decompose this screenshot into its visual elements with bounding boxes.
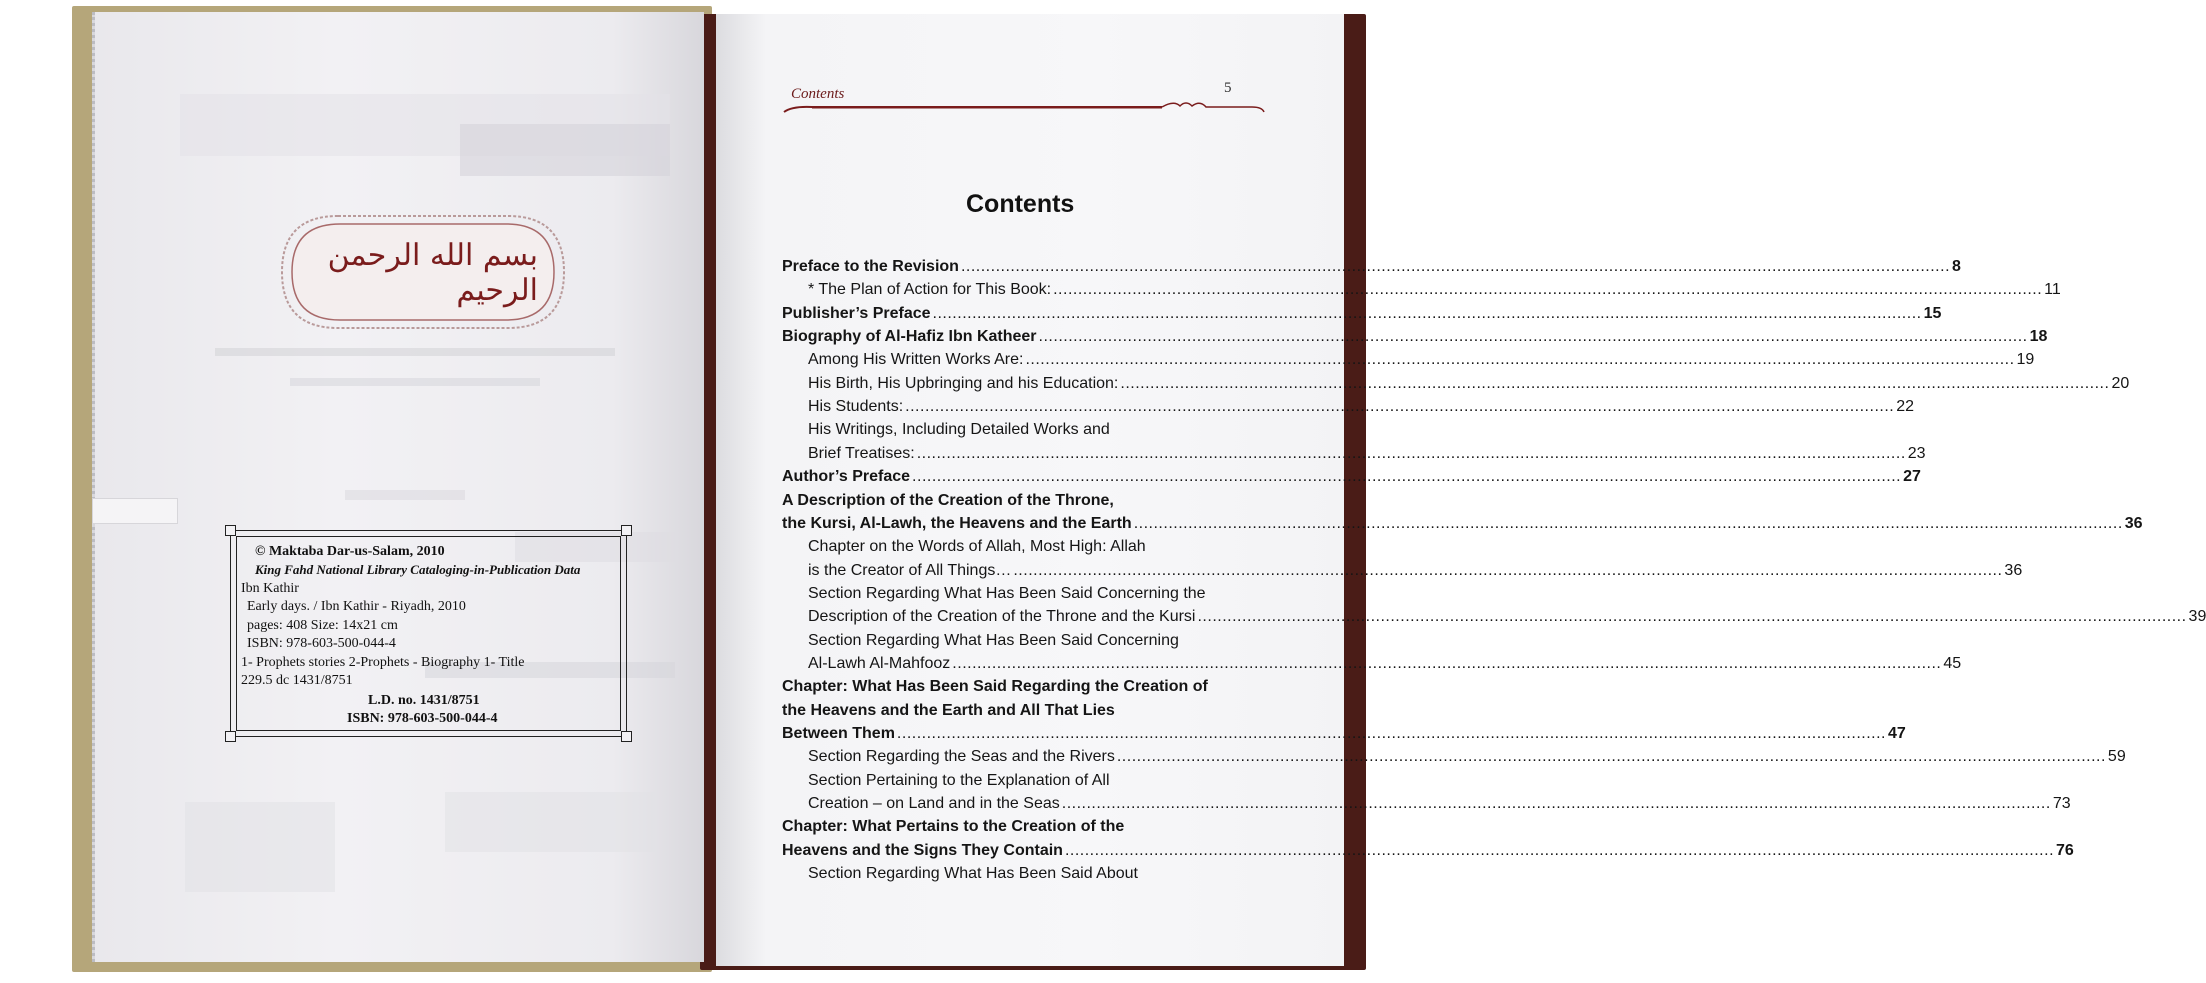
toc-entry-page: 73 bbox=[2052, 795, 2071, 812]
toc-entry-title: Preface to the Revision bbox=[782, 258, 959, 275]
corner-ornament bbox=[621, 731, 632, 742]
toc-entry bbox=[808, 398, 1915, 420]
toc-leader-dots: ........................................................................................................................................................................................................ bbox=[952, 655, 1942, 672]
toc-entry-title: A Description of the Creation of the Throne, bbox=[782, 492, 1114, 509]
toc-entry bbox=[808, 772, 1110, 794]
toc-entry-page: 11 bbox=[2044, 281, 2061, 298]
toc-entry-title: Description of the Creation of the Throne and the Kursi bbox=[808, 608, 1196, 625]
toc-leader-dots: ........................................................................................................................................................................................................ bbox=[1013, 562, 2003, 579]
toc-entry bbox=[782, 305, 1942, 327]
corner-ornament bbox=[225, 525, 236, 536]
toc-entry-page: 45 bbox=[1943, 655, 1962, 672]
toc-entry-title: the Kursi, Al-Lawh, the Heavens and the Earth bbox=[782, 515, 1132, 532]
toc-entry-page: 18 bbox=[2029, 328, 2048, 345]
toc-leader-dots: ........................................................................................................................................................................................................ bbox=[960, 258, 1951, 275]
legal-deposit-line: L.D. no. 1431/8751 bbox=[368, 693, 480, 708]
title-line: Early days. / Ibn Kathir - Riyadh, 2010 bbox=[247, 599, 466, 614]
toc-leader-dots: ........................................................................................................................................................................................................ bbox=[1025, 351, 2015, 368]
toc-entry bbox=[782, 725, 1906, 747]
toc-entry-title: Chapter on the Words of Allah, Most High: Allah bbox=[808, 538, 1146, 555]
toc-entry-page: 8 bbox=[1952, 258, 1961, 275]
toc-entry bbox=[808, 608, 2206, 630]
toc-leader-dots: ........................................................................................................................................................................................................ bbox=[1133, 515, 2123, 532]
copyright-line: © Maktaba Dar-us-Salam, 2010 bbox=[255, 544, 445, 559]
toc-entry-page: 19 bbox=[2016, 351, 2035, 368]
toc-leader-dots: ........................................................................................................................................................................................................ bbox=[912, 468, 1902, 485]
toc-entry-page: 39 bbox=[2188, 608, 2206, 625]
page-number: 5 bbox=[1224, 80, 1232, 96]
toc-entry-title: Brief Treatises: bbox=[808, 445, 915, 462]
copyright-box bbox=[230, 530, 627, 737]
toc-leader-dots: ........................................................................................................................................................................................................ bbox=[916, 445, 1906, 462]
toc-entry-page: 20 bbox=[2111, 375, 2130, 392]
toc-entry-page: 27 bbox=[1903, 468, 1921, 485]
toc-leader-dots: ........................................................................................................................................................................................................ bbox=[932, 305, 1922, 322]
classification-line: 229.5 dc 1431/8751 bbox=[241, 673, 353, 688]
toc-leader-dots: ........................................................................................................................................................................................................ bbox=[1064, 842, 2055, 859]
toc-leader-dots: ........................................................................................................................................................................................................ bbox=[905, 398, 1895, 415]
toc-entry-title: Biography of Al-Hafiz Ibn Katheer bbox=[782, 328, 1037, 345]
isbn-bold-line: ISBN: 978-603-500-044-4 bbox=[347, 711, 498, 726]
toc-entry-title: Heavens and the Signs They Contain bbox=[782, 842, 1063, 859]
toc-entry-title: Between Them bbox=[782, 725, 895, 742]
toc-entry bbox=[782, 678, 1208, 700]
toc-entry-title: Section Regarding What Has Been Said Concerning bbox=[808, 632, 1179, 649]
toc-entry-page: 22 bbox=[1896, 398, 1915, 415]
bismillah-cartouche bbox=[278, 208, 568, 336]
left-page bbox=[92, 12, 704, 962]
cataloging-line: King Fahd National Library Cataloging-in-Publication Data bbox=[255, 562, 581, 577]
corner-ornament bbox=[621, 525, 632, 536]
toc-entry-title: Chapter: What Pertains to the Creation of the bbox=[782, 818, 1125, 835]
isbn-line: ISBN: 978-603-500-044-4 bbox=[247, 636, 396, 651]
toc-entry bbox=[808, 281, 2061, 303]
pages-line: pages: 408 Size: 14x21 cm bbox=[247, 618, 398, 633]
toc-entry bbox=[808, 795, 2071, 817]
toc-entry bbox=[808, 655, 1962, 677]
toc-entry bbox=[782, 818, 1124, 840]
toc-entry-page: 47 bbox=[1887, 725, 1906, 742]
toc-entry bbox=[808, 421, 1110, 443]
running-header-label: Contents bbox=[791, 86, 845, 102]
toc-entry-title: His Students: bbox=[808, 398, 904, 415]
toc-entry bbox=[808, 375, 2130, 397]
toc-entry-title: Publisher’s Preface bbox=[782, 305, 931, 322]
header-rule-ornament bbox=[782, 98, 1266, 118]
corner-ornament bbox=[225, 731, 236, 742]
toc-entry bbox=[808, 538, 1146, 560]
bookmark-slip bbox=[92, 498, 178, 524]
toc-entry-title: Section Pertaining to the Explanation of All bbox=[808, 772, 1110, 789]
toc-entry-page: 15 bbox=[1923, 305, 1942, 322]
toc-entry bbox=[808, 562, 2023, 584]
toc-entry bbox=[808, 445, 1926, 467]
toc-leader-dots: ........................................................................................................................................................................................................ bbox=[1197, 608, 2187, 625]
toc-entry-page: 36 bbox=[2124, 515, 2143, 532]
toc-leader-dots: ........................................................................................................................................................................................................ bbox=[1116, 748, 2106, 765]
toc-entry-page: 23 bbox=[1907, 445, 1926, 462]
toc-entry bbox=[808, 632, 1179, 654]
toc-entry-title: the Heavens and the Earth and All That Lies bbox=[782, 702, 1115, 719]
bismillah-calligraphy: بسم الله الرحمن الرحيم bbox=[327, 238, 538, 308]
toc-entry-title: Among His Written Works Are: bbox=[808, 351, 1024, 368]
toc-entry-title: Creation – on Land and in the Seas bbox=[808, 795, 1060, 812]
toc-leader-dots: ........................................................................................................................................................................................................ bbox=[896, 725, 1886, 742]
toc-entry-title: His Birth, His Upbringing and his Education: bbox=[808, 375, 1119, 392]
toc-entry-title: Section Regarding What Has Been Said About bbox=[808, 865, 1138, 882]
toc-entry bbox=[782, 842, 2074, 864]
toc-entry-page: 36 bbox=[2004, 562, 2023, 579]
toc-entry-title: His Writings, Including Detailed Works and bbox=[808, 421, 1110, 438]
toc-leader-dots: ........................................................................................................................................................................................................ bbox=[1120, 375, 2110, 392]
toc-entry bbox=[782, 515, 2143, 537]
toc-leader-dots: ........................................................................................................................................................................................................ bbox=[1061, 795, 2051, 812]
subjects-line: 1- Prophets stories 2-Prophets - Biography 1- Title bbox=[241, 655, 525, 670]
toc-leader-dots: ........................................................................................................................................................................................................ bbox=[1053, 281, 2043, 298]
toc-entry bbox=[782, 468, 1921, 490]
toc-leader-dots: ........................................................................................................................................................................................................ bbox=[1038, 328, 2028, 345]
contents-title: Contents bbox=[966, 190, 1075, 218]
toc-entry bbox=[808, 748, 2126, 770]
toc-entry-title: * The Plan of Action for This Book: bbox=[808, 281, 1052, 298]
toc-entry-title: Section Regarding the Seas and the Rivers bbox=[808, 748, 1115, 765]
toc-entry bbox=[808, 865, 1138, 887]
toc-entry bbox=[808, 351, 2035, 373]
toc-entry-page: 76 bbox=[2056, 842, 2074, 859]
toc-entry bbox=[782, 258, 1961, 280]
toc-entry-title: Author’s Preface bbox=[782, 468, 911, 485]
toc-entry bbox=[782, 492, 1114, 514]
toc-entry bbox=[782, 328, 2048, 350]
toc-entry-page: 59 bbox=[2107, 748, 2126, 765]
toc-entry-title: Al-Lawh Al-Mahfooz bbox=[808, 655, 951, 672]
toc-entry-title: is the Creator of All Things… bbox=[808, 562, 1012, 579]
author-line: Ibn Kathir bbox=[241, 581, 299, 596]
toc-entry bbox=[782, 702, 1115, 724]
toc-entry bbox=[808, 585, 1206, 607]
toc-entry-title: Section Regarding What Has Been Said Concerning the bbox=[808, 585, 1206, 602]
toc-entry-title: Chapter: What Has Been Said Regarding the Creation of bbox=[782, 678, 1208, 695]
